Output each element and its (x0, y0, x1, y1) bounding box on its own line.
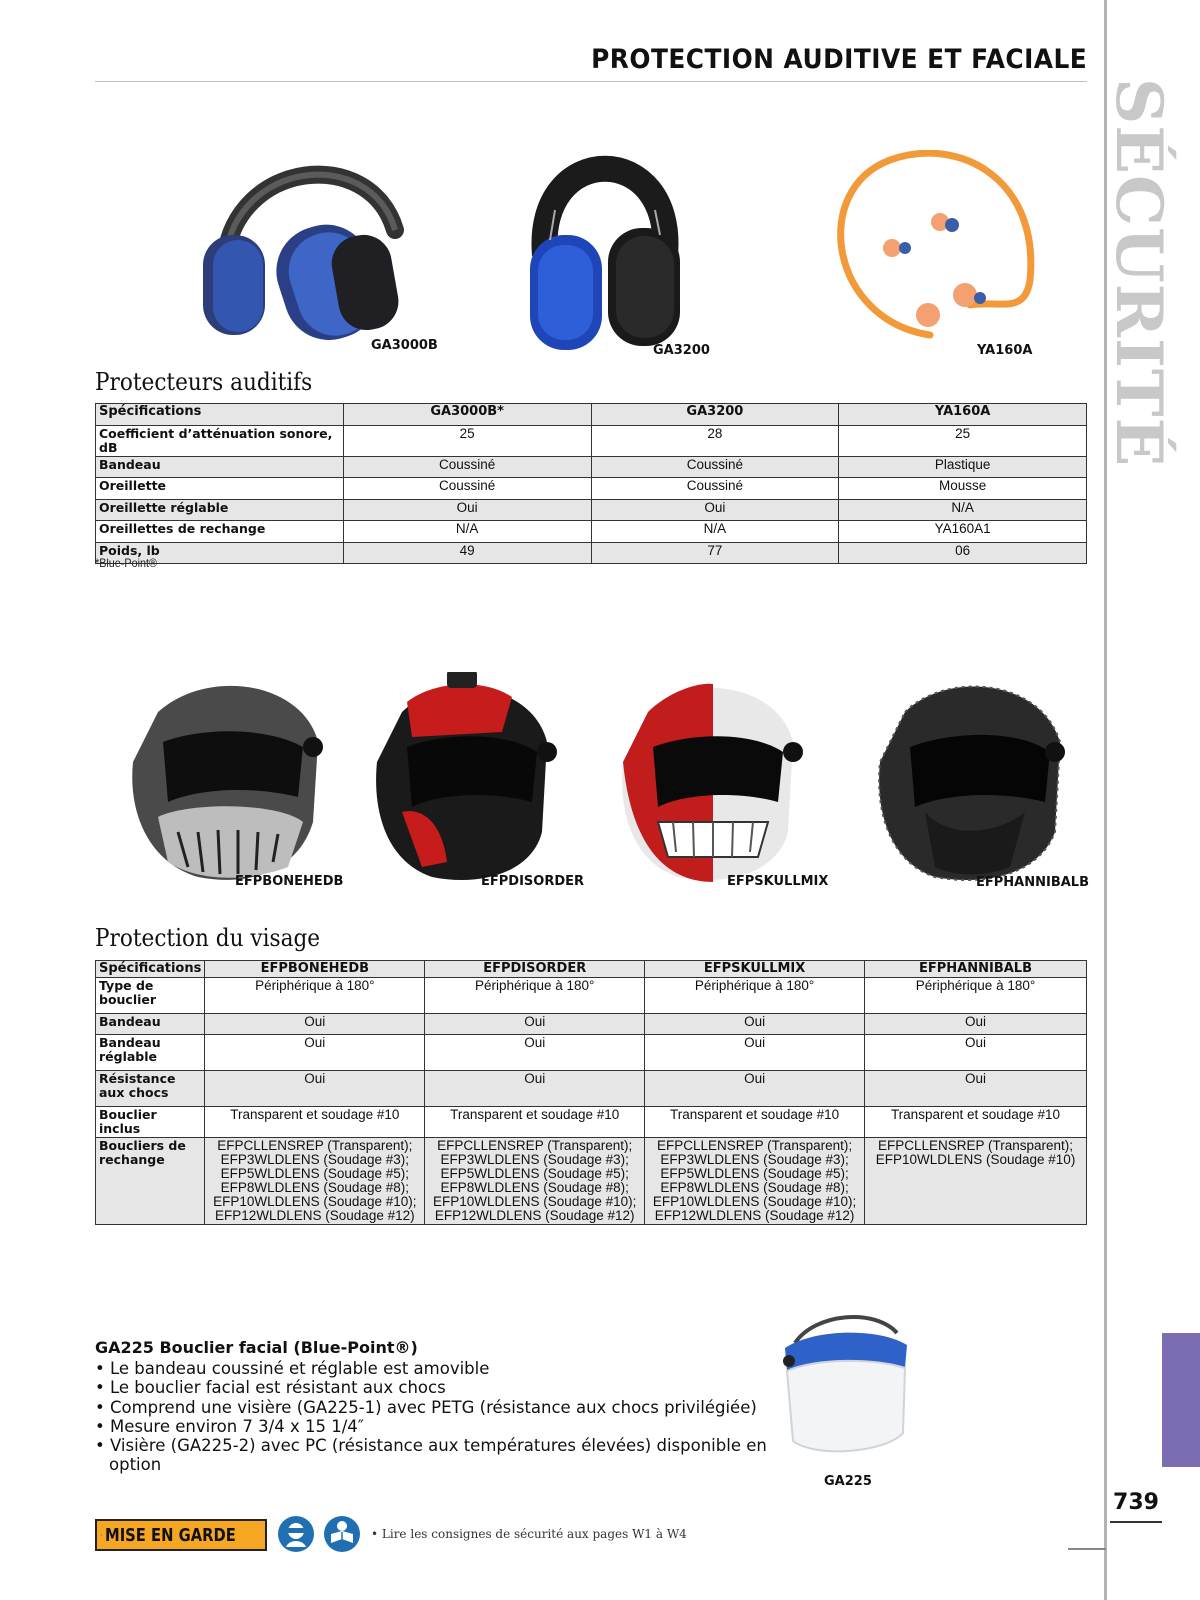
table-cell: N/A (343, 521, 591, 543)
table-row (96, 542, 1087, 564)
header-cell: YA160A (839, 404, 1087, 426)
table-cell: Oui (205, 1014, 425, 1035)
ga225-face-shield-image (775, 1313, 915, 1463)
table-cell: Oui (645, 1014, 865, 1035)
table-cell: Oui (425, 1071, 645, 1107)
header-cell: GA3200 (591, 404, 839, 426)
table-cell: Coussiné (343, 478, 591, 500)
feature-item: • Le bouclier facial est résistant aux chocs (95, 1378, 446, 1398)
safety-note: • Lire les consignes de sécurité aux pages W1 à W4 (371, 1527, 687, 1541)
footer-rule (1068, 1548, 1106, 1550)
table-cell: Oui (205, 1071, 425, 1107)
table-row (96, 1107, 1087, 1138)
row-label: Oreillettes de rechange (96, 521, 344, 543)
table-cell: Oui (425, 1035, 645, 1071)
row-label: Boucliers de rechange (96, 1138, 205, 1225)
face-spec-table (95, 960, 1087, 1225)
row-label: Coefficient d’atténuation sonore, dB (96, 425, 344, 456)
warning-text: MISE EN GARDE (105, 1524, 237, 1546)
feature-item: • Le bandeau coussiné et réglable est amovible (95, 1359, 490, 1378)
table-cell: EFPCLLENSREP (Transparent); EFP3WLDLENS (Soudage #3); EFP5WLDLENS (Soudage #5); EFP8WLDLENS (Soudage #8); EFP10WLDLENS (Soudage #10); EFP12WLDLENS (Soudage #12) (645, 1138, 865, 1225)
table-cell: EFPCLLENSREP (Transparent); EFP3WLDLENS (Soudage #3); EFP5WLDLENS (Soudage #5); EFP8WLDLENS (Soudage #8); EFP10WLDLENS (Soudage #10); EFP12WLDLENS (Soudage #12) (205, 1138, 425, 1225)
feature-list (95, 1359, 775, 1475)
table-header-row (96, 961, 1087, 978)
row-label: Bandeau réglable (96, 1035, 205, 1071)
table-row (96, 478, 1087, 500)
table-cell: Périphérique à 180° (425, 978, 645, 1014)
page-number: 739 (1110, 1490, 1162, 1523)
table-cell: Mousse (839, 478, 1087, 500)
table-cell: Oui (425, 1014, 645, 1035)
row-label: Poids, lb (96, 542, 344, 564)
section-color-tab (1162, 1333, 1200, 1467)
header-cell: EFPBONEHEDB (205, 961, 425, 978)
table-cell: Plastique (839, 456, 1087, 478)
table-cell: Transparent et soudage #10 (205, 1107, 425, 1138)
product-label: EFPDISORDER (481, 874, 585, 889)
table-cell: Périphérique à 180° (865, 978, 1087, 1014)
ga3200-earmuff-image (520, 150, 690, 355)
table-cell: Transparent et soudage #10 (865, 1107, 1087, 1138)
table-row (96, 521, 1087, 543)
efphannibalb-welding-helmet-image (875, 672, 1075, 887)
table-cell: Coussiné (591, 456, 839, 478)
row-label: Oreillette (96, 478, 344, 500)
table-row (96, 1014, 1087, 1035)
ga3000b-earmuff-image (195, 150, 410, 350)
table-cell: 49 (343, 542, 591, 564)
table-cell: 25 (839, 425, 1087, 456)
eye-face-protection-icon (277, 1515, 315, 1553)
table-row (96, 1138, 1087, 1225)
table-row (96, 978, 1087, 1014)
header-cell: GA3000B* (343, 404, 591, 426)
product-label: GA3000B (371, 338, 438, 353)
row-label: Oreillette réglable (96, 499, 344, 521)
row-label: Bandeau (96, 1014, 205, 1035)
efpskullmix-welding-helmet-image (618, 672, 808, 887)
product-heading: GA225 Bouclier facial (Blue-Point®) (95, 1338, 418, 1357)
table-row (96, 499, 1087, 521)
warning-triangle-icon (101, 1524, 102, 1546)
table-cell: 28 (591, 425, 839, 456)
table-cell: Périphérique à 180° (205, 978, 425, 1014)
product-label: EFPSKULLMIX (727, 874, 829, 889)
table-cell: Transparent et soudage #10 (425, 1107, 645, 1138)
table-cell: YA160A1 (839, 521, 1087, 543)
table-footnote: *Blue-Point® (95, 556, 158, 570)
ga225-description (95, 1338, 775, 1475)
row-label: Bouclier inclus (96, 1107, 205, 1138)
table-cell: Oui (645, 1035, 865, 1071)
table-cell: N/A (591, 521, 839, 543)
section-title: Protection du visage (95, 924, 321, 952)
section-title: Protecteurs auditifs (95, 368, 313, 396)
table-cell: N/A (839, 499, 1087, 521)
table-row (96, 1071, 1087, 1107)
table-cell: 25 (343, 425, 591, 456)
table-cell: Coussiné (591, 478, 839, 500)
product-label: GA225 (824, 1474, 872, 1489)
table-cell: Oui (343, 499, 591, 521)
header-cell: EFPHANNIBALB (865, 961, 1087, 978)
product-label: EFPHANNIBALB (976, 875, 1089, 890)
table-cell: Coussiné (343, 456, 591, 478)
table-row (96, 425, 1087, 456)
header-cell: EFPDISORDER (425, 961, 645, 978)
table-cell: Oui (865, 1035, 1087, 1071)
page-header (95, 44, 1087, 82)
table-cell: EFPCLLENSREP (Transparent); EFP3WLDLENS (Soudage #3); EFP5WLDLENS (Soudage #5); EFP8WLDLENS (Soudage #8); EFP10WLDLENS (Soudage #10); EFP12WLDLENS (Soudage #12) (425, 1138, 645, 1225)
ya160a-banded-earplug-image (820, 150, 1050, 350)
section-tab-label: SÉCURITÉ (1101, 78, 1176, 468)
table-cell: Oui (865, 1071, 1087, 1107)
read-manual-icon (323, 1515, 361, 1553)
hearing-spec-table (95, 403, 1087, 564)
feature-item: • Visière (GA225-2) avec PC (résistance aux températures élevées) disponible en option (95, 1436, 767, 1475)
table-cell: Oui (205, 1035, 425, 1071)
table-row (96, 456, 1087, 478)
feature-item: • Comprend une visière (GA225-1) avec PETG (résistance aux chocs privilégiée) (95, 1397, 757, 1417)
table-cell: 77 (591, 542, 839, 564)
feature-item: • Mesure environ 7 3/4 x 15 1/4″ (95, 1416, 364, 1436)
table-cell: Transparent et soudage #10 (645, 1107, 865, 1138)
row-label: Type de bouclier (96, 978, 205, 1014)
warning-badge (95, 1519, 267, 1551)
table-cell: Oui (645, 1071, 865, 1107)
table-cell: Oui (591, 499, 839, 521)
row-label: Résistance aux chocs (96, 1071, 205, 1107)
header-cell: Spécifications (96, 404, 344, 426)
efpbonehedb-welding-helmet-image (128, 672, 338, 887)
table-cell: EFPCLLENSREP (Transparent); EFP10WLDLENS (Soudage #10) (865, 1138, 1087, 1225)
efpdisorder-welding-helmet-image (372, 672, 562, 887)
row-label: Bandeau (96, 456, 344, 478)
product-label: YA160A (977, 343, 1033, 358)
table-row (96, 1035, 1087, 1071)
header-cell: EFPSKULLMIX (645, 961, 865, 978)
page-title: PROTECTION AUDITIVE ET FACIALE (590, 44, 1087, 75)
product-label: GA3200 (653, 343, 710, 358)
table-cell: Périphérique à 180° (645, 978, 865, 1014)
table-cell: 06 (839, 542, 1087, 564)
header-cell: Spécifications (96, 961, 205, 978)
table-cell: Oui (865, 1014, 1087, 1035)
table-header-row (96, 404, 1087, 426)
product-label: EFPBONEHEDB (235, 874, 344, 889)
